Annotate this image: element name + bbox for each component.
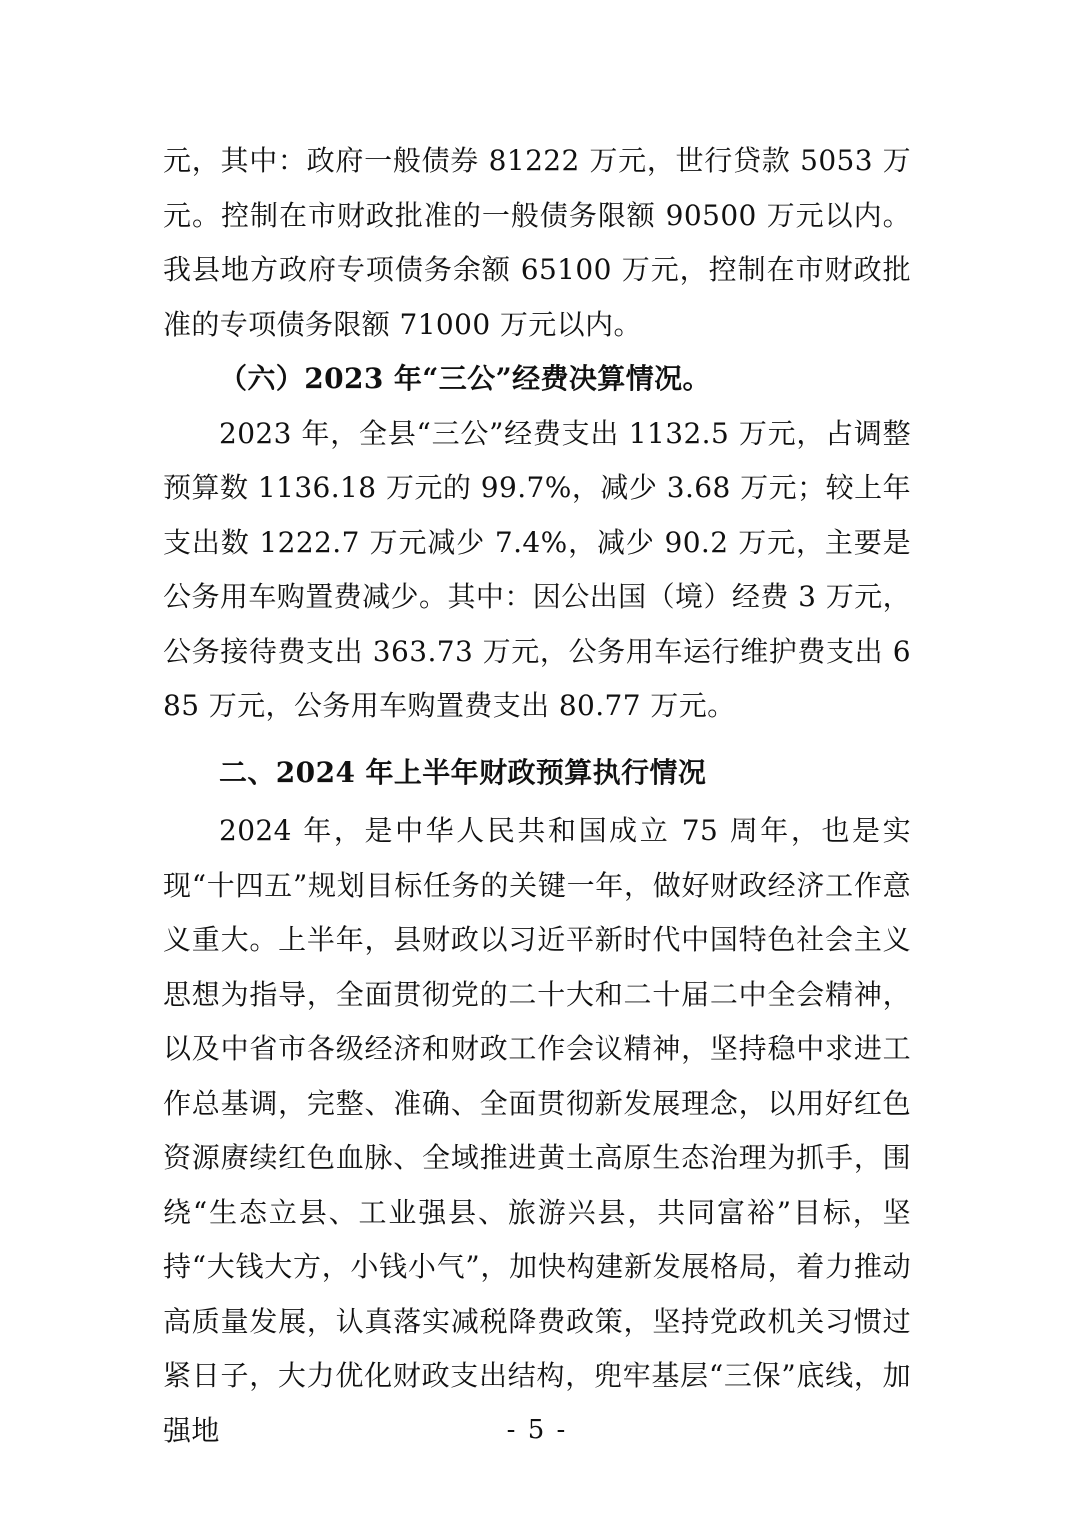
paragraph-sangong-expenditure: 2023 年，全县“三公”经费支出 1132.5 万元，占调整预算数 1136.18 万元的 99.7%，减少 3.68 万元；较上年支出数 1222.7 万元减少 7.4%，减少 90.2 万元，主要是公务用车购置费减少。其中：因公出国（境）经费 3 万元，公务接待费支出 363.73 万元，公务用车运行维护费支出 685 万元，公务用车购置费支出 80.77 万元。	[163, 416, 911, 722]
paragraph-debt-summary: 元，其中：政府一般债券 81222 万元，世行贷款 5053 万元。控制在市财政批准的一般债务限额 90500 万元以内。我县地方政府专项债务余额 65100 万元，控制在市财政批准的专项债务限额 71000 万元以内。	[163, 144, 911, 341]
section-heading-2024-budget-execution: 二、2024 年上半年财政预算执行情况	[219, 755, 707, 789]
page-number: - 5 -	[506, 1415, 568, 1445]
document-body	[163, 134, 911, 1458]
paragraph-2024-overview: 2024 年，是中华人民共和国成立 75 周年，也是实现“十四五”规划目标任务的关键一年，做好财政经济工作意义重大。上半年，县财政以习近平新时代中国特色社会主义思想为指导，全面贯彻党的二十大和二十届二中全会精神，以及中省市各级经济和财政工作会议精神，坚持稳中求进工作总基调，完整、准确、全面贯彻新发展理念，以用好红色资源赓续红色血脉、全域推进黄土高原生态治理为抓手，围绕“生态立县、工业强县、旅游兴县，共同富裕”目标，坚持“大钱大方，小钱小气”，加快构建新发展格局，着力推动高质量发展，认真落实减税降费政策，坚持党政机关习惯过紧日子，大力优化财政支出结构，兜牢基层“三保”底线，加强地	[163, 814, 911, 1447]
section-heading-sangong-2023: （六）2023 年“三公”经费决算情况。	[219, 362, 711, 395]
